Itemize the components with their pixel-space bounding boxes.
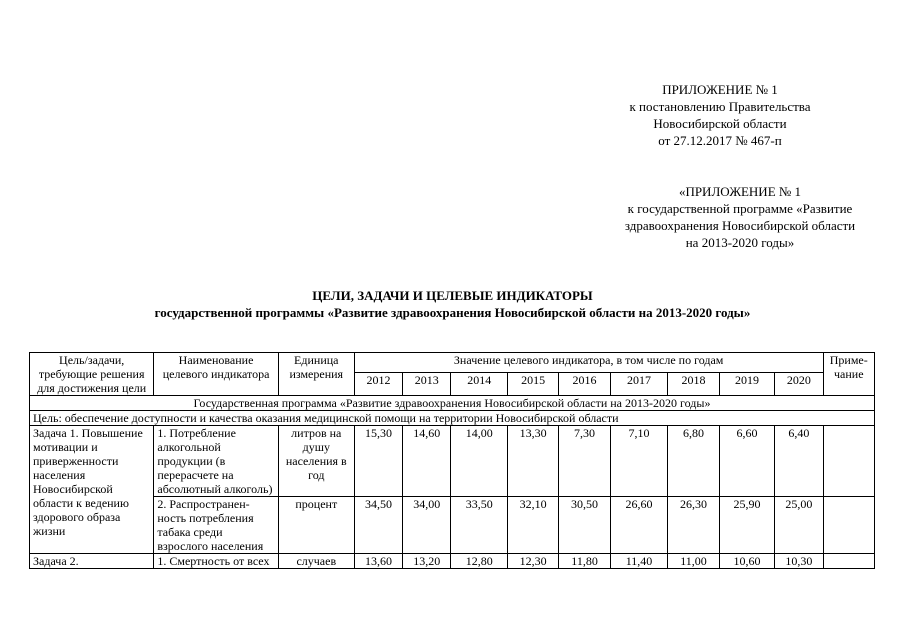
header-goal: Цель/задачи, требующие решения для достижения цели (30, 353, 154, 396)
header-indicator: Наименование целевого индикатора (154, 353, 278, 396)
goal-row (30, 411, 875, 426)
task-cell: Задача 2. (30, 554, 154, 569)
year-cell: 2020 (775, 373, 823, 396)
value-cell: 33,50 (451, 497, 508, 554)
value-cell: 26,60 (610, 497, 668, 554)
table-row (30, 554, 875, 569)
year-cell: 2017 (610, 373, 668, 396)
value-cell: 10,30 (775, 554, 823, 569)
value-cell: 11,80 (559, 554, 610, 569)
value-cell: 13,30 (507, 426, 558, 497)
appendix-line: от 27.12.2017 № 467-п (658, 133, 782, 148)
note-cell (823, 554, 874, 569)
note-cell (823, 426, 874, 497)
program-title-cell: Государственная программа «Развитие здравоохранения Новосибирской области на 2013-2020 годы» (30, 396, 875, 411)
header-unit: Единица измерения (278, 353, 354, 396)
goal-cell: Цель: обеспечение доступности и качества оказания медицинской помощи на территории Новосибирской области (30, 411, 875, 426)
document-title: ЦЕЛИ, ЗАДАЧИ И ЦЕЛЕВЫЕ ИНДИКАТОРЫ (312, 288, 593, 303)
value-cell: 13,60 (354, 554, 402, 569)
value-cell: 11,40 (610, 554, 668, 569)
header-row (30, 353, 875, 373)
value-cell: 6,80 (668, 426, 719, 497)
header-note: Приме-чание (823, 353, 874, 396)
value-cell: 6,60 (719, 426, 775, 497)
value-cell: 34,00 (403, 497, 451, 554)
appendix-line: Новосибирской области (653, 116, 787, 131)
document-subtitle: государственной программы «Развитие здравоохранения Новосибирской области на 2013-2020 годы» (154, 305, 751, 320)
value-cell: 12,80 (451, 554, 508, 569)
value-cell: 25,00 (775, 497, 823, 554)
unit-cell: случаев (278, 554, 354, 569)
appendix-to-program (590, 183, 890, 251)
value-cell: 26,30 (668, 497, 719, 554)
appendix-line: ПРИЛОЖЕНИЕ № 1 (662, 82, 778, 97)
value-cell: 14,60 (403, 426, 451, 497)
year-cell: 2015 (507, 373, 558, 396)
appendix-line: «ПРИЛОЖЕНИЕ № 1 (678, 184, 802, 199)
appendix-to-resolution (610, 81, 830, 149)
value-cell: 15,30 (354, 426, 402, 497)
year-cell: 2014 (451, 373, 508, 396)
appendix-line: к постановлению Правительства (629, 99, 811, 114)
appendix-line: к государственной программе «Развитие (627, 201, 853, 216)
value-cell: 7,30 (559, 426, 610, 497)
year-cell: 2019 (719, 373, 775, 396)
value-cell: 13,20 (403, 554, 451, 569)
indicator-cell: 1. Смертность от всех (154, 554, 278, 569)
year-cell: 2012 (354, 373, 402, 396)
value-cell: 14,00 (451, 426, 508, 497)
year-cell: 2013 (403, 373, 451, 396)
value-cell: 30,50 (559, 497, 610, 554)
value-cell: 34,50 (354, 497, 402, 554)
value-cell: 32,10 (507, 497, 558, 554)
indicator-cell: 2. Распространен-ность потребления табака среди взрослого населения (154, 497, 278, 554)
year-cell: 2016 (559, 373, 610, 396)
indicator-cell: 1. Потребление алкогольной продукции (в перерасчете на абсолютный алкоголь) (154, 426, 278, 497)
value-cell: 6,40 (775, 426, 823, 497)
appendix-line: на 2013-2020 годы» (685, 235, 795, 250)
year-cell: 2018 (668, 373, 719, 396)
header-value: Значение целевого индикатора, в том числе по годам (354, 353, 823, 373)
program-row (30, 396, 875, 411)
value-cell: 10,60 (719, 554, 775, 569)
task-cell: Задача 1. Повышение мотивации и приверженности населения Новосибирской области к ведению здорового образа жизни (30, 426, 154, 554)
table-row (30, 426, 875, 497)
value-cell: 12,30 (507, 554, 558, 569)
unit-cell: процент (278, 497, 354, 554)
note-cell (823, 497, 874, 554)
unit-cell: литров на душу населения в год (278, 426, 354, 497)
value-cell: 11,00 (668, 554, 719, 569)
value-cell: 7,10 (610, 426, 668, 497)
appendix-line: здравоохранения Новосибирской области (624, 218, 856, 233)
value-cell: 25,90 (719, 497, 775, 554)
table-row (30, 497, 875, 554)
indicators-table (29, 352, 875, 569)
